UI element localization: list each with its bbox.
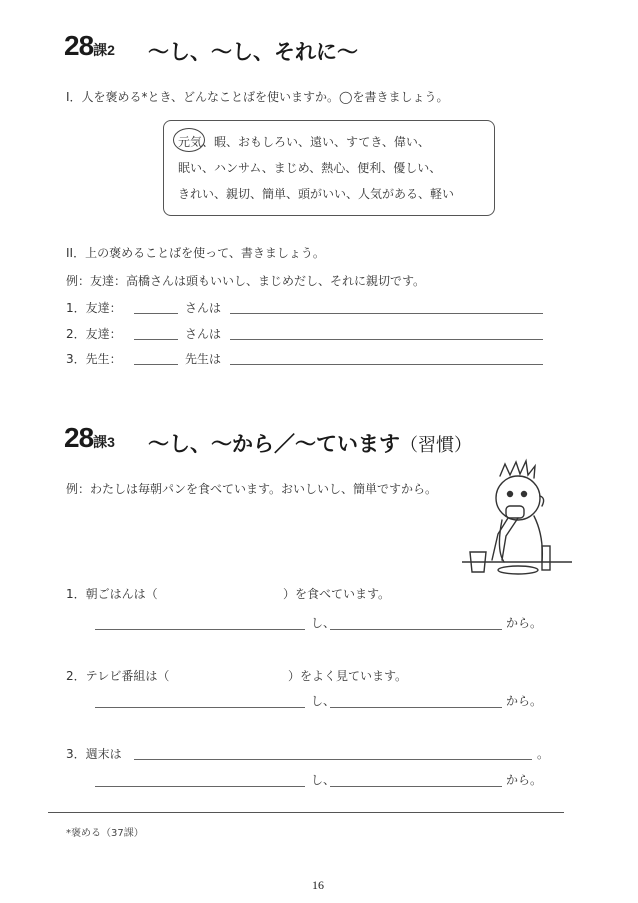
instruction-II: II．上の褒めることばを使って、書きましょう。 <box>66 246 325 260</box>
answer-line[interactable] <box>95 629 305 630</box>
item-suffix: ）をよく見ています。 <box>288 669 408 683</box>
example-sentence: 例：友達：高橋さんは頭もいいし、まじめだし、それに親切です。 <box>66 274 426 288</box>
shi-marker: し、 <box>311 773 336 787</box>
word-box <box>163 120 495 216</box>
period: 。 <box>537 747 550 761</box>
kara-marker: から。 <box>506 694 543 708</box>
example-circle-mark <box>173 128 205 152</box>
boy-eating-illustration <box>462 456 572 586</box>
item-prefix: 朝ごはんは（ <box>85 587 158 601</box>
answer-line[interactable] <box>230 313 543 314</box>
item-number: 2． <box>66 327 86 341</box>
item-2 <box>66 667 169 684</box>
lesson-sub: 2 <box>107 42 115 58</box>
answer-line[interactable] <box>134 759 532 760</box>
item-suffix: さんは <box>185 301 222 315</box>
item-label: 友達： <box>85 301 122 315</box>
item-number: 3． <box>66 747 86 761</box>
section-title: 〜し、〜し、それに〜 <box>148 40 358 64</box>
shi-marker: し、 <box>311 694 336 708</box>
shi-marker: し、 <box>311 616 336 630</box>
answer-line[interactable] <box>230 364 543 365</box>
lesson-heading-28-3 <box>64 422 115 454</box>
item-3 <box>66 745 122 762</box>
word-box-row: 眠い、ハンサム、まじめ、熱心、便利、優しい、 <box>178 161 442 175</box>
section-title-text: 〜し、〜から／〜ています <box>148 432 400 456</box>
answer-line[interactable] <box>95 786 305 787</box>
example-sentence: 例：わたしは毎朝パンを食べています。おいしいし、簡単ですから。 <box>66 482 438 496</box>
lesson-sub: 3 <box>107 434 115 450</box>
instruction-I: I．人を褒める*とき、どんなことばを使いますか。◯を書きましょう。 <box>66 90 449 104</box>
lesson-heading-28-2 <box>64 30 115 62</box>
lesson-ka: 課 <box>93 43 108 59</box>
section-title-paren: （習慣） <box>400 435 472 456</box>
kara-marker: から。 <box>506 616 543 630</box>
item-number: 1． <box>66 301 86 315</box>
word-box-row: きれい、親切、簡単、頭がいい、人気がある、軽い <box>178 187 455 201</box>
answer-item <box>66 299 122 316</box>
item-number: 3． <box>66 352 86 366</box>
answer-line[interactable] <box>330 629 502 630</box>
lesson-ka: 課 <box>93 435 108 451</box>
blank-line[interactable] <box>134 313 178 314</box>
section-title <box>148 428 472 458</box>
blank-line[interactable] <box>134 364 178 365</box>
answer-item <box>66 350 122 367</box>
page-number: 16 <box>312 878 324 892</box>
item-prefix: テレビ番組は（ <box>85 669 170 683</box>
kara-marker: から。 <box>506 773 543 787</box>
answer-line[interactable] <box>330 707 502 708</box>
answer-item <box>66 325 122 342</box>
footer-divider <box>48 812 564 813</box>
blank-line[interactable] <box>134 339 178 340</box>
item-suffix: ）を食べています。 <box>283 587 391 601</box>
footnote: *褒める（37課） <box>66 828 144 839</box>
item-suffix: さんは <box>185 327 222 341</box>
answer-line[interactable] <box>330 786 502 787</box>
item-number: 1． <box>66 587 86 601</box>
item-suffix: 先生は <box>185 352 222 366</box>
item-number: 2． <box>66 669 86 683</box>
item-label: 友達： <box>85 327 122 341</box>
answer-line[interactable] <box>230 339 543 340</box>
item-1 <box>66 585 158 602</box>
word-box-row: 元気、暇、おもしろい、遠い、すてき、偉い、 <box>178 135 430 149</box>
lesson-number: 28 <box>64 30 94 61</box>
lesson-number: 28 <box>64 422 94 453</box>
item-prefix: 週末は <box>85 747 122 761</box>
answer-line[interactable] <box>95 707 305 708</box>
item-label: 先生： <box>85 352 122 366</box>
